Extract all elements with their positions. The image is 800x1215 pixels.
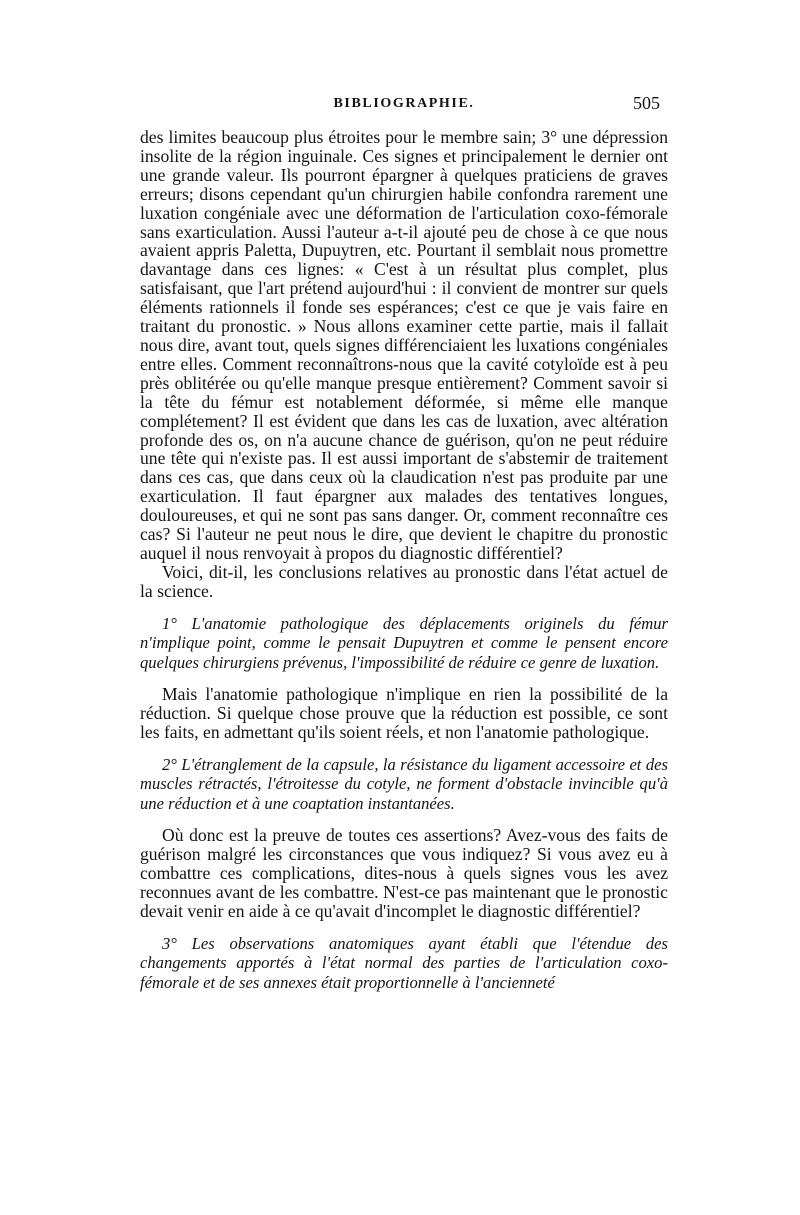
quoted-conclusion-2: 2° L'étranglement de la capsule, la résistance du ligament accessoire et des muscles rétractés, l'étroitesse du cotyle, ne forment d'obstacle invincible qu'à une réduction et à une coaptation instantanées. (140, 754, 668, 813)
paragraph-reply-2: Où donc est la preuve de toutes ces assertions? Avez-vous des faits de guérison malgré les circonstances que vous indiquez? Si vous avez eu à combattre ces complications, dites-nous à quels signes vous les avez reconnues avant de les combattre. N'est-ce pas maintenant que le pronostic devait venir en aide à ce qu'avait d'incomplet le diagnostic différentiel? (140, 825, 668, 921)
book-page (140, 93, 668, 992)
page-header (140, 93, 668, 122)
page-number: 505 (633, 93, 660, 113)
quoted-conclusion-3: 3° Les observations anatomiques ayant établi que l'étendue des changements apportés à l'état normal des parties de l'articulation coxo-fémorale et de ses annexes était proportionnelle à l'ancienneté (140, 933, 668, 992)
paragraph-conclusions-intro: Voici, dit-il, les conclusions relatives au pronostic dans l'état actuel de la science. (140, 561, 668, 601)
paragraph-reply-1: Mais l'anatomie pathologique n'implique en rien la possibilité de la réduction. Si quelque chose prouve que la réduction est possible, ce sont les faits, en admettant qu'ils soient réels, et non l'anatomie pathologique. (140, 684, 668, 742)
paragraph-continuation: des limites beaucoup plus étroites pour le membre sain; 3° une dépression insolite de la région inguinale. Ces signes et principalement le dernier ont une grande valeur. Ils pourront épargner à quelques praticiens de graves erreurs; disons cependant qu'un chirurgien habile confondra rarement une luxation congéniale avec une déformation de l'articulation coxo-fémorale sans exarticulation. Aussi l'auteur a-t-il ajouté peu de chose à ce que nous avaient appris Paletta, Dupuytren, etc. Pourtant il semblait nous promettre davantage dans ces lignes: « C'est à un résultat plus complet, plus satisfaisant, que l'art prétend aujourd'hui : il convient de montrer sur quels éléments rationnels il fonde ses espérances; c'est ce que je vais faire en traitant du pronostic. » Nous allons examiner cette partie, mais il fallait nous dire, avant tout, quels signes différenciaient les luxations congéniales entre elles. Comment reconnaîtrons-nous que la cavité cotyloïde est à peu près oblitérée ou qu'elle manque presque entièrement? Comment savoir si la tête du fémur est notablement déformée, si même elle manque complétement? Il est évident que dans les cas de luxation, avec altération profonde des os, on n'a aucune chance de guérison, qu'on ne peut réduire une tête qui n'existe pas. Il est aussi important de s'abstemir de traitement dans ces cas, que dans ceux où la claudication n'est pas produite par une exarticulation. Il faut épargner aux malades des tentatives longues, douloureuses, et qui ne sont pas sans danger. Or, comment reconnaître ces cas? Si l'auteur ne peut nous le dire, que devient le chapitre du pronostic auquel il nous renvoyait à propos du diagnostic différentiel? (140, 127, 668, 563)
running-head: BIBLIOGRAPHIE. (333, 96, 475, 111)
quoted-conclusion-1: 1° L'anatomie pathologique des déplacements originels du fémur n'implique point, comme le pensait Dupuytren et comme le pensent encore quelques chirurgiens prévenus, l'impossibilité de réduire ce genre de luxation. (140, 613, 668, 672)
